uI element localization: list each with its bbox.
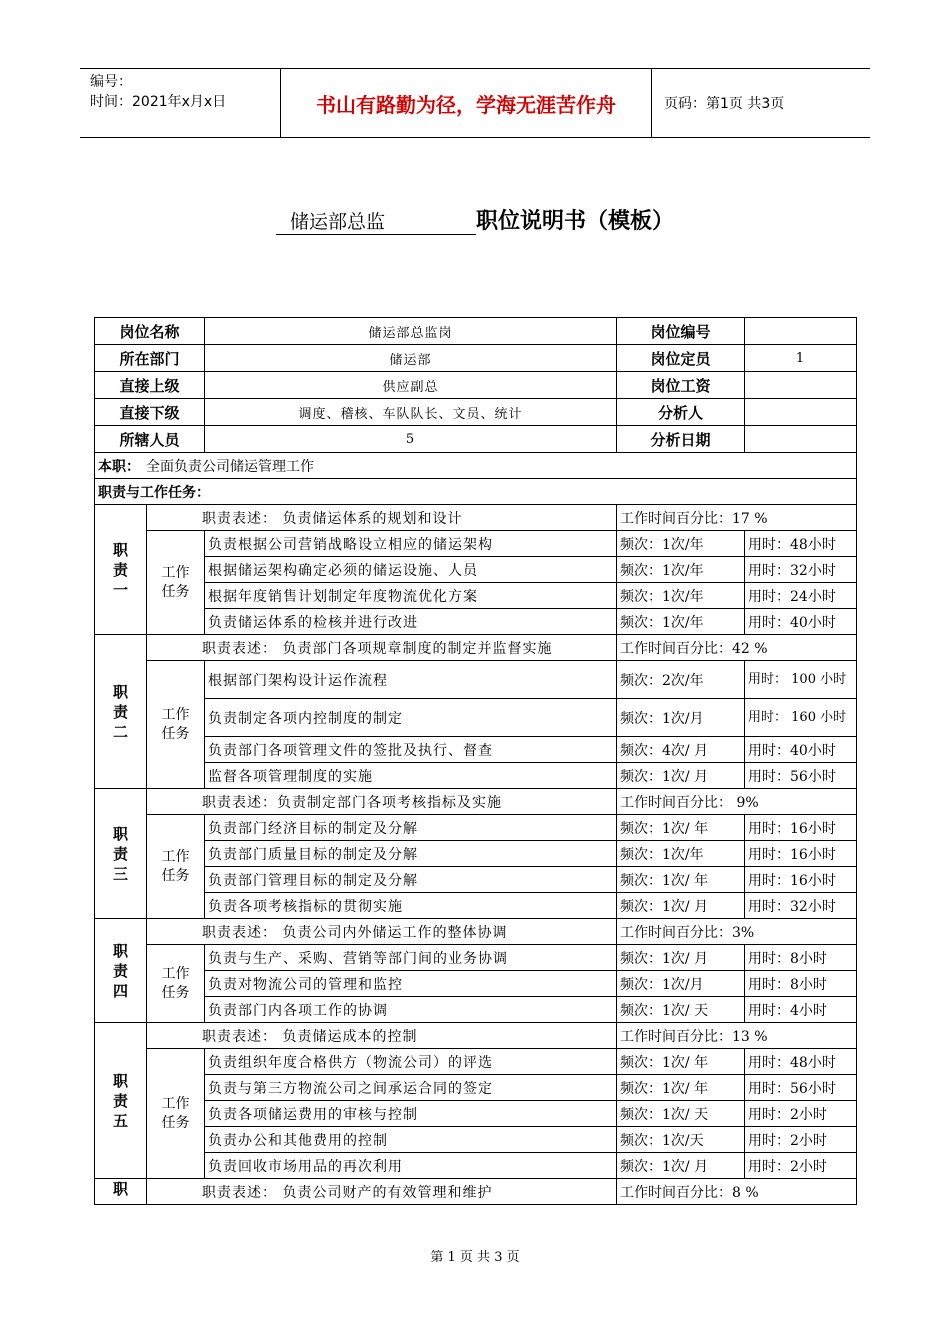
time-percentage: 工作时间百分比：3%: [617, 919, 857, 945]
duty-desc-row: [95, 505, 857, 531]
work-task-label: 工作 任务: [147, 815, 205, 919]
task-time: 用时：8小时: [745, 971, 857, 997]
task-text: 负责储运体系的检核并进行改进: [205, 609, 617, 635]
task-row: [95, 1075, 857, 1101]
document-title: [0, 204, 950, 235]
task-frequency: 频次：1次/ 天: [617, 1101, 745, 1127]
time-percentage: 工作时间百分比：8 %: [617, 1179, 857, 1205]
code-label: 编号：: [90, 74, 132, 90]
work-task-label: 工作 任务: [147, 661, 205, 789]
duty-desc-row: [95, 1179, 857, 1205]
task-text: 负责根据公司营销战略设立相应的储运架构: [205, 531, 617, 557]
benzhi-label: 本职：: [98, 458, 140, 475]
task-text: 根据储运架构确定必须的储运设施、人员: [205, 557, 617, 583]
task-row: [95, 1049, 857, 1075]
task-frequency: 频次：1次/天: [617, 1127, 745, 1153]
duty-description: 职责表述： 负责部门各项规章制度的制定并监督实施: [147, 635, 617, 661]
task-text: 负责与第三方物流公司之间承运合同的签定: [205, 1075, 617, 1101]
task-row: [95, 841, 857, 867]
task-frequency: 频次：1次/年: [617, 841, 745, 867]
duty-description: 职责表述： 负责储运成本的控制: [147, 1023, 617, 1049]
task-time: 用时：2小时: [745, 1127, 857, 1153]
task-text: 监督各项管理制度的实施: [205, 763, 617, 789]
info-row: [95, 426, 857, 453]
info-label: 所在部门: [95, 345, 205, 372]
task-text: 负责部门经济目标的制定及分解: [205, 815, 617, 841]
task-text: 负责对物流公司的管理和监控: [205, 971, 617, 997]
duty-name: 职 责 四: [95, 919, 147, 1023]
task-frequency: 频次：1次/ 年: [617, 867, 745, 893]
task-time: 用时：56小时: [745, 1075, 857, 1101]
task-frequency: 频次：2次/年: [617, 661, 745, 699]
info-label: 岗位编号: [617, 318, 745, 345]
duty-desc-row: [95, 919, 857, 945]
task-text: 根据部门架构设计运作流程: [205, 661, 617, 699]
task-text: 负责各项考核指标的贯彻实施: [205, 893, 617, 919]
task-row: [95, 997, 857, 1023]
task-time: 用时：4小时: [745, 997, 857, 1023]
duty-name: 职: [95, 1179, 147, 1205]
task-time: 用时：2小时: [745, 1153, 857, 1179]
task-row: [95, 1101, 857, 1127]
task-text: 负责部门质量目标的制定及分解: [205, 841, 617, 867]
task-time: 用时： 160 小时: [745, 699, 857, 737]
info-label: 分析日期: [617, 426, 745, 453]
duty-description: 职责表述： 负责公司财产的有效管理和维护: [147, 1179, 617, 1205]
task-text: 负责各项储运费用的审核与控制: [205, 1101, 617, 1127]
task-time: 用时：16小时: [745, 867, 857, 893]
duties-header-row: [95, 479, 857, 505]
info-label: 直接下级: [95, 399, 205, 426]
info-value: [745, 318, 857, 345]
task-frequency: 频次：1次/ 年: [617, 1049, 745, 1075]
task-text: 负责与生产、采购、营销等部门间的业务协调: [205, 945, 617, 971]
info-label: 岗位工资: [617, 372, 745, 399]
page-footer: 第 1 页 共 3 页: [430, 1250, 520, 1265]
title-text: 职位说明书（模板）: [475, 208, 674, 234]
task-row: [95, 699, 857, 737]
info-label: 岗位定员: [617, 345, 745, 372]
info-value: [745, 372, 857, 399]
task-frequency: 频次：1次/ 月: [617, 1153, 745, 1179]
duty-desc-row: [95, 1023, 857, 1049]
info-value: [745, 426, 857, 453]
info-row: [95, 318, 857, 345]
task-row: [95, 763, 857, 789]
info-row: [95, 345, 857, 372]
work-task-label: 工作 任务: [147, 531, 205, 635]
duty-desc-row: [95, 635, 857, 661]
duty-name: 职 责 二: [95, 635, 147, 789]
info-label: 岗位名称: [95, 318, 205, 345]
page-header: [80, 68, 870, 138]
task-row: [95, 815, 857, 841]
duty-name: 职 责 五: [95, 1023, 147, 1179]
task-frequency: 频次：1次/ 天: [617, 997, 745, 1023]
task-row: [95, 945, 857, 971]
page-label: 页码：第1页 共3页: [664, 96, 785, 112]
task-time: 用时：16小时: [745, 815, 857, 841]
task-text: 负责制定各项内控制度的制定: [205, 699, 617, 737]
info-row: [95, 399, 857, 426]
task-row: [95, 1153, 857, 1179]
task-text: 负责部门管理目标的制定及分解: [205, 867, 617, 893]
task-frequency: 频次：1次/ 年: [617, 1075, 745, 1101]
motto: 书山有路勤为径，学海无涯苦作舟: [280, 69, 652, 137]
task-frequency: 频次：1次/ 月: [617, 945, 745, 971]
task-time: 用时：56小时: [745, 763, 857, 789]
info-label: 直接上级: [95, 372, 205, 399]
header-meta: [80, 69, 280, 137]
benzhi-value: 全面负责公司储运管理工作: [146, 458, 314, 475]
info-value: 5: [205, 426, 617, 453]
info-value: 1: [745, 345, 857, 372]
duties-header: 职责与工作任务：: [95, 479, 857, 505]
task-text: 负责部门各项管理文件的签批及执行、督查: [205, 737, 617, 763]
task-time: 用时：32小时: [745, 557, 857, 583]
task-time: 用时：48小时: [745, 531, 857, 557]
task-time: 用时：40小时: [745, 737, 857, 763]
task-row: [95, 867, 857, 893]
duty-name: 职 责 一: [95, 505, 147, 635]
task-row: [95, 609, 857, 635]
info-row: [95, 372, 857, 399]
duty-description: 职责表述：负责制定部门各项考核指标及实施: [147, 789, 617, 815]
benzhi-cell: [95, 453, 857, 479]
task-frequency: 频次：1次/ 月: [617, 893, 745, 919]
task-text: 负责回收市场用品的再次利用: [205, 1153, 617, 1179]
time-percentage: 工作时间百分比： 9%: [617, 789, 857, 815]
position-name: 储运部总监: [276, 207, 476, 235]
task-time: 用时：32小时: [745, 893, 857, 919]
task-frequency: 频次：4次/ 月: [617, 737, 745, 763]
task-time: 用时：8小时: [745, 945, 857, 971]
task-time: 用时：48小时: [745, 1049, 857, 1075]
task-frequency: 频次：1次/年: [617, 583, 745, 609]
info-value: 供应副总: [205, 372, 617, 399]
task-time: 用时：24小时: [745, 583, 857, 609]
task-text: 负责部门内各项工作的协调: [205, 997, 617, 1023]
task-frequency: 频次：1次/年: [617, 557, 745, 583]
task-row: [95, 661, 857, 699]
task-row: [95, 1127, 857, 1153]
task-time: 用时：2小时: [745, 1101, 857, 1127]
duty-description: 职责表述： 负责公司内外储运工作的整体协调: [147, 919, 617, 945]
task-row: [95, 557, 857, 583]
task-frequency: 频次：1次/月: [617, 971, 745, 997]
task-text: 根据年度销售计划制定年度物流优化方案: [205, 583, 617, 609]
task-text: 负责组织年度合格供方（物流公司）的评选: [205, 1049, 617, 1075]
task-time: 用时：16小时: [745, 841, 857, 867]
task-row: [95, 737, 857, 763]
task-text: 负责办公和其他费用的控制: [205, 1127, 617, 1153]
time-percentage: 工作时间百分比：13 %: [617, 1023, 857, 1049]
info-label: 所辖人员: [95, 426, 205, 453]
table-body: [95, 318, 857, 1205]
duty-description: 职责表述： 负责储运体系的规划和设计: [147, 505, 617, 531]
task-time: 用时： 100 小时: [745, 661, 857, 699]
task-row: [95, 893, 857, 919]
work-task-label: 工作 任务: [147, 1049, 205, 1179]
work-task-label: 工作 任务: [147, 945, 205, 1023]
info-value: 调度、稽核、车队队长、文员、统计: [205, 399, 617, 426]
task-frequency: 频次：1次/月: [617, 699, 745, 737]
info-value: [745, 399, 857, 426]
time-percentage: 工作时间百分比：17 %: [617, 505, 857, 531]
task-frequency: 频次：1次/ 年: [617, 815, 745, 841]
time-label: 时间：2021年x月x日: [90, 94, 227, 110]
info-value: 储运部: [205, 345, 617, 372]
duty-desc-row: [95, 789, 857, 815]
task-frequency: 频次：1次/年: [617, 531, 745, 557]
task-frequency: 频次：1次/年: [617, 609, 745, 635]
info-label: 分析人: [617, 399, 745, 426]
job-description-table: [94, 317, 857, 1205]
task-row: [95, 971, 857, 997]
time-percentage: 工作时间百分比：42 %: [617, 635, 857, 661]
benzhi-row: [95, 453, 857, 479]
duty-name: 职 责 三: [95, 789, 147, 919]
task-time: 用时：40小时: [745, 609, 857, 635]
task-row: [95, 583, 857, 609]
task-row: [95, 531, 857, 557]
info-value: 储运部总监岗: [205, 318, 617, 345]
task-frequency: 频次：1次/ 月: [617, 763, 745, 789]
